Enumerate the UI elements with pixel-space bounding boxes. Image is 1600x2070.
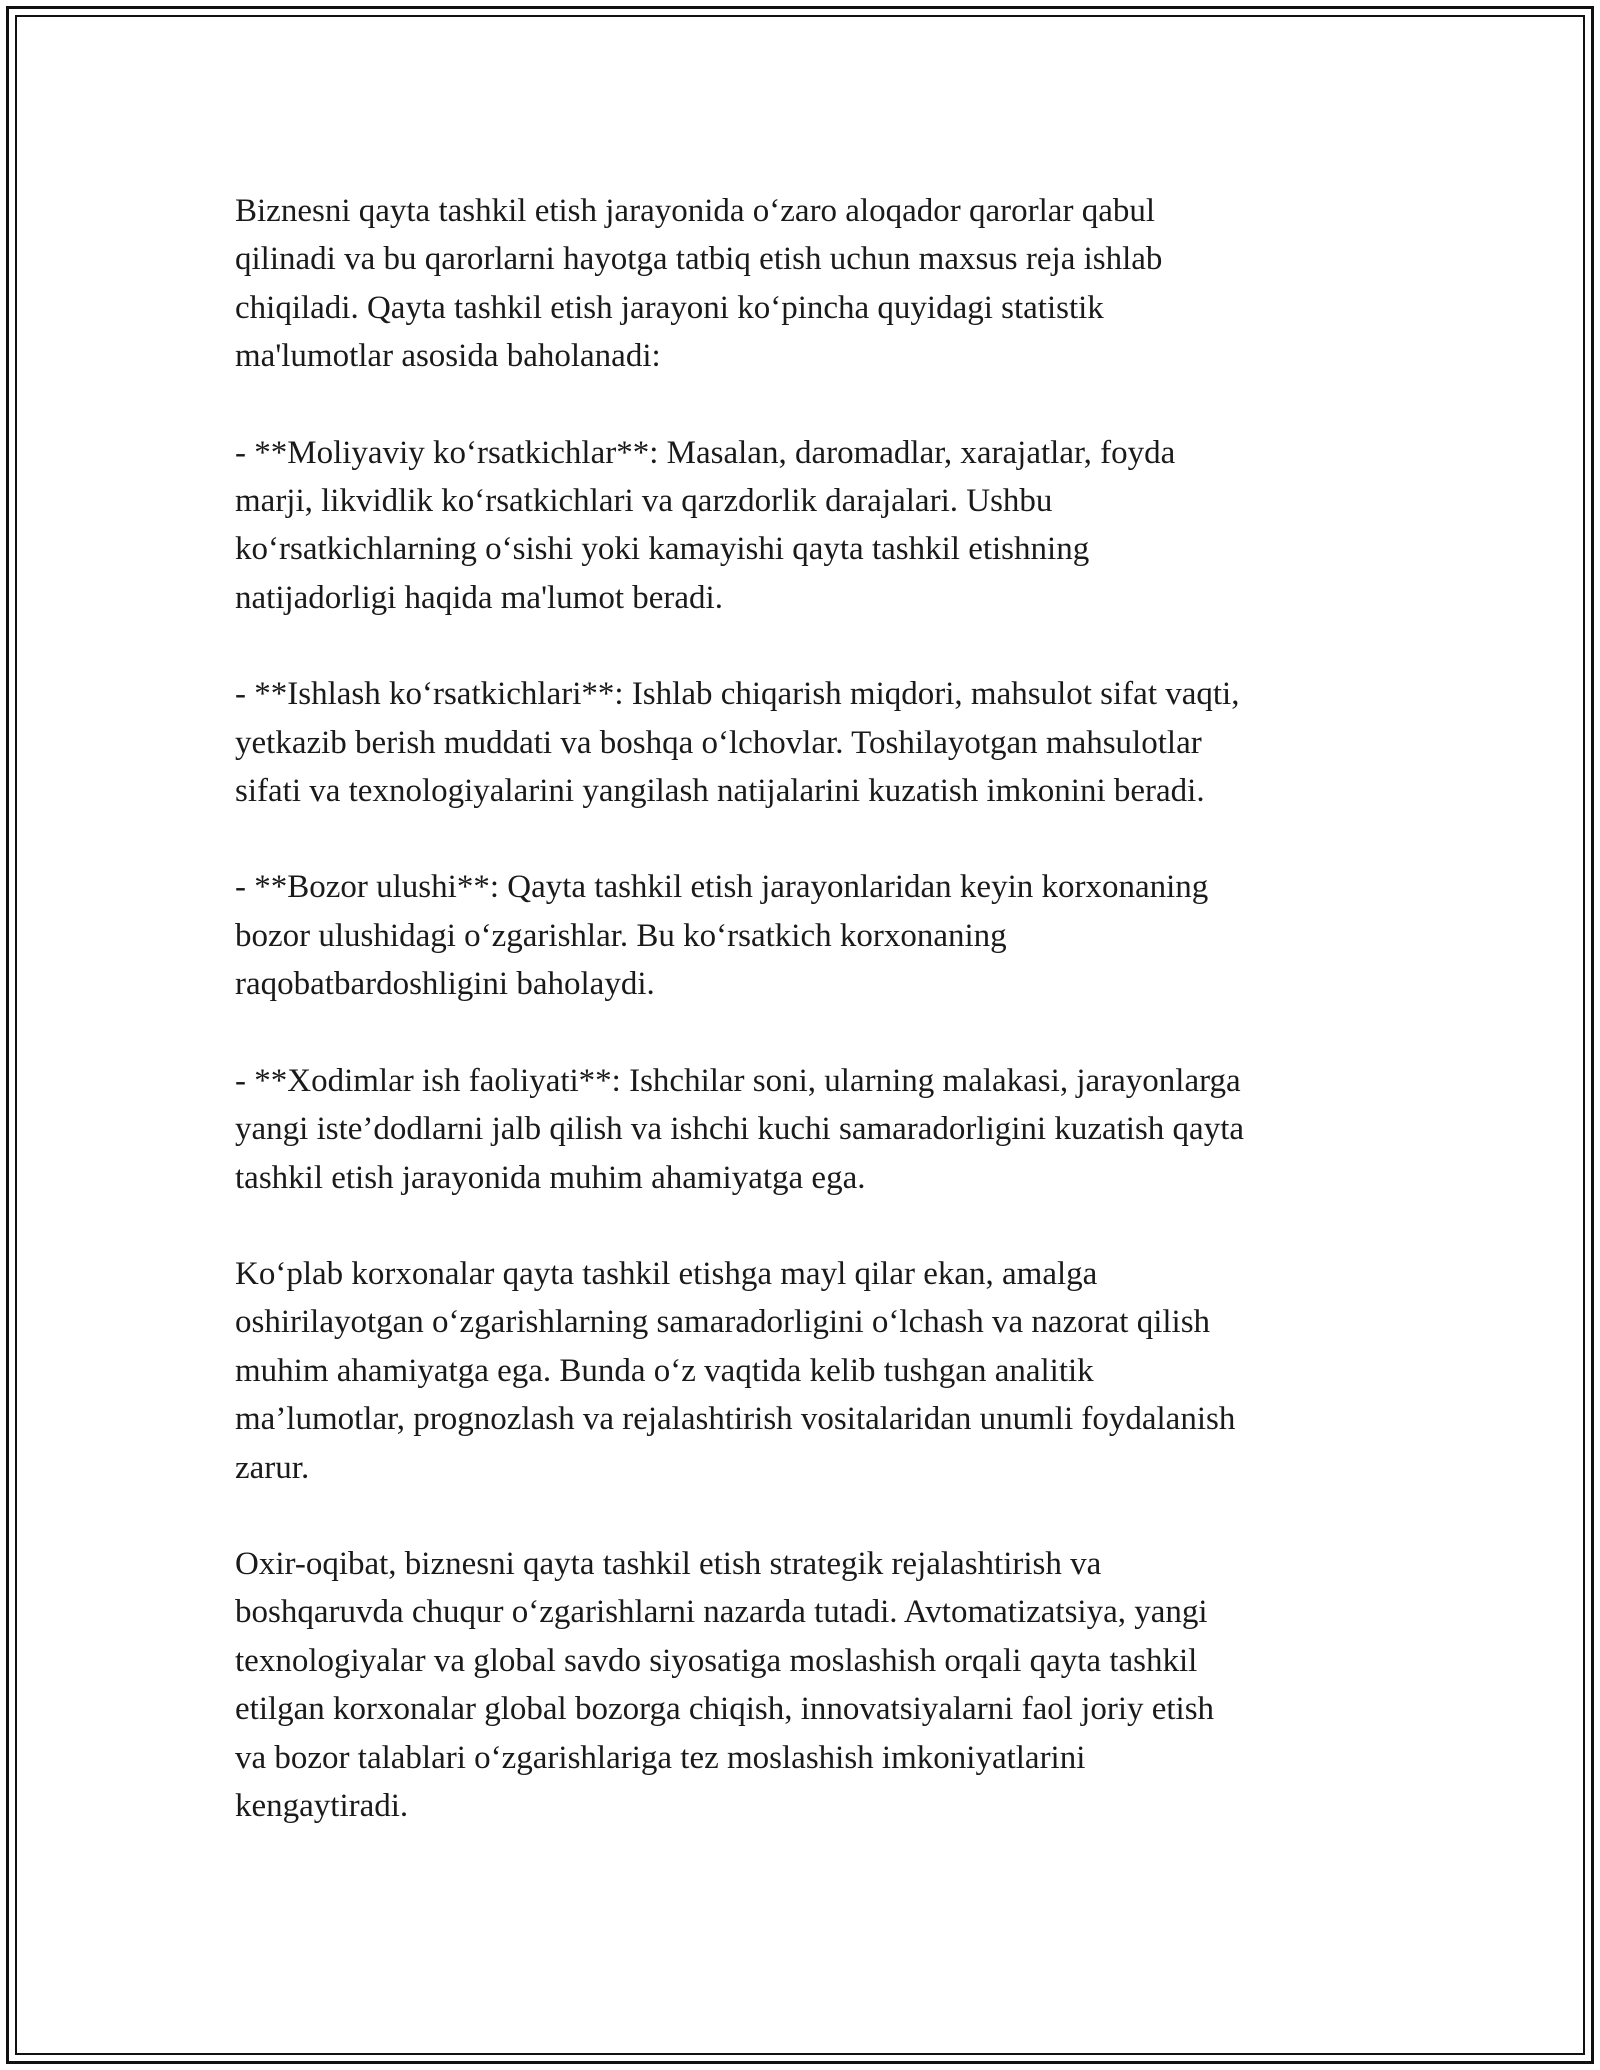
text-line: ma'lumotlar asosida baholanadi: bbox=[235, 338, 661, 375]
text-line: oshirilayotgan o‘zgarishlarning samaradorligini o‘lchash va nazorat qilish bbox=[235, 1304, 1211, 1341]
paragraph-conclusion bbox=[235, 1540, 1365, 1830]
text-line: yetkazib berish muddati va boshqa o‘lchovlar. Toshilayotgan mahsulotlar bbox=[235, 724, 1202, 761]
text-line: boshqaruvda chuqur o‘zgarishlarni nazarda tutadi. Avtomatizatsiya, yangi bbox=[235, 1594, 1208, 1631]
text-line: muhim ahamiyatga ega. Bunda o‘z vaqtida kelib tushgan analitik bbox=[235, 1352, 1094, 1389]
text-line: Ko‘plab korxonalar qayta tashkil etishga mayl qilar ekan, amalga bbox=[235, 1255, 1098, 1292]
text-line: yangi iste’dodlarni jalb qilish va ishchi kuchi samaradorligini kuzatish qayta bbox=[235, 1111, 1245, 1148]
paragraph-employee-performance bbox=[235, 1057, 1365, 1202]
text-line: marji, likvidlik ko‘rsatkichlari va qarzdorlik darajalari. Ushbu bbox=[235, 483, 1053, 520]
text-line: ma’lumotlar, prognozlash va rejalashtirish vositalaridan unumli foydalanish bbox=[235, 1401, 1236, 1438]
text-line: chiqiladi. Qayta tashkil etish jarayoni ko‘pincha quyidagi statistik bbox=[235, 289, 1104, 326]
text-line: - **Xodimlar ish faoliyati**: Ishchilar soni, ularning malakasi, jarayonlarga bbox=[235, 1062, 1241, 1099]
text-line: natijadorligi haqida ma'lumot beradi. bbox=[235, 579, 723, 616]
text-line: zarur. bbox=[235, 1449, 310, 1486]
text-line: ko‘rsatkichlarning o‘sishi yoki kamayishi qayta tashkil etishning bbox=[235, 531, 1090, 568]
text-line: - **Moliyaviy ko‘rsatkichlar**: Masalan, daromadlar, xarajatlar, foyda bbox=[235, 434, 1176, 471]
text-line: raqobatbardoshligini baholaydi. bbox=[235, 966, 655, 1003]
paragraph-intro bbox=[235, 187, 1365, 381]
text-line: tashkil etish jarayonida muhim ahamiyatga ega. bbox=[235, 1159, 866, 1196]
paragraph-monitoring bbox=[235, 1250, 1365, 1492]
text-line: va bozor talablari o‘zgarishlariga tez moslashish imkoniyatlarini bbox=[235, 1739, 1086, 1776]
paragraph-performance-indicators bbox=[235, 670, 1365, 815]
paragraph-market-share bbox=[235, 863, 1365, 1008]
text-line: Oxir-oqibat, biznesni qayta tashkil etish strategik rejalashtirish va bbox=[235, 1545, 1102, 1582]
text-line: Biznesni qayta tashkil etish jarayonida o‘zaro aloqador qarorlar qabul bbox=[235, 193, 1156, 229]
text-line: qilinadi va bu qarorlarni hayotga tatbiq etish uchun maxsus reja ishlab bbox=[235, 241, 1163, 278]
paragraph-financial-indicators bbox=[235, 429, 1365, 623]
text-line: - **Ishlash ko‘rsatkichlari**: Ishlab chiqarish miqdori, mahsulot sifat vaqti, bbox=[235, 676, 1240, 713]
document-body bbox=[235, 187, 1365, 1878]
text-line: - **Bozor ulushi**: Qayta tashkil etish jarayonlaridan keyin korxonaning bbox=[235, 869, 1209, 906]
text-line: texnologiyalar va global savdo siyosatiga moslashish orqali qayta tashkil bbox=[235, 1642, 1198, 1679]
text-line: etilgan korxonalar global bozorga chiqish, innovatsiyalarni faol joriy etish bbox=[235, 1691, 1215, 1728]
text-line: kengaytiradi. bbox=[235, 1787, 409, 1824]
text-line: sifati va texnologiyalarini yangilash natijalarini kuzatish imkonini beradi. bbox=[235, 773, 1205, 810]
text-line: bozor ulushidagi o‘zgarishlar. Bu ko‘rsatkich korxonaning bbox=[235, 917, 1007, 954]
